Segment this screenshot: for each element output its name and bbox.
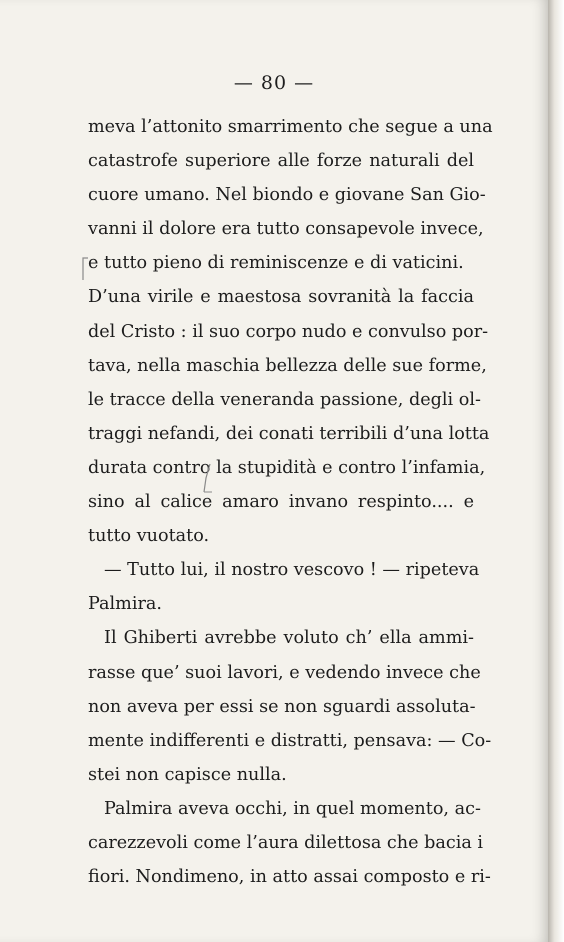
text-line: cuore umano. Nel biondo e giovane San Gio- bbox=[88, 185, 486, 206]
text-line: durata contro la stupidità e contro l’infamia, bbox=[88, 457, 486, 478]
text-line: tava, nella maschia bellezza delle sue forme, bbox=[88, 355, 487, 376]
text-line: D’una virile e maestosa sovranità la faccia bbox=[88, 287, 474, 308]
text-line: del Cristo : il suo corpo nudo e convulso por- bbox=[88, 321, 489, 342]
text-line: catastrofe superiore alle forze naturali del bbox=[88, 151, 474, 172]
text-line: carezzevoli come l’aura dilettosa che bacia i bbox=[88, 832, 484, 853]
text-line: traggi nefandi, dei conati terribili d’una lotta bbox=[88, 423, 490, 444]
page-edge-shadow bbox=[548, 0, 564, 942]
pencil-bracket-mark bbox=[80, 256, 90, 282]
page-number: — 80 — bbox=[233, 72, 315, 94]
text-line: Palmira. bbox=[88, 594, 162, 615]
text-line: le tracce della veneranda passione, degli ol- bbox=[88, 389, 481, 410]
text-line: rasse que’ suoi lavori, e vedendo invece che bbox=[88, 662, 481, 683]
text-line: meva l’attonito smarrimento che segue a una bbox=[88, 117, 493, 137]
text-line: stei non capisce nulla. bbox=[88, 764, 287, 785]
pencil-stroke-mark bbox=[200, 462, 214, 496]
text-line: tutto vuotato. bbox=[88, 526, 210, 547]
text-line: non aveva per essi se non sguardi assoluta- bbox=[88, 696, 476, 717]
text-line: — Tutto lui, il nostro vescovo ! — ripeteva bbox=[104, 560, 480, 581]
text-line: Il Ghiberti avrebbe voluto ch’ ella ammi- bbox=[104, 628, 474, 649]
text-line: vanni il dolore era tutto consapevole invece, bbox=[88, 219, 484, 240]
text-line: Palmira aveva occhi, in quel momento, ac- bbox=[104, 798, 481, 819]
page-text bbox=[88, 110, 493, 894]
text-line: sino al calice amaro invano respinto.... e bbox=[88, 492, 474, 513]
text-line: fiori. Nondimeno, in atto assai composto e ri- bbox=[88, 867, 491, 888]
text-line: mente indifferenti e distratti, pensava: — Co- bbox=[88, 730, 492, 751]
text-line: e tutto pieno di reminiscenze e di vaticini. bbox=[88, 253, 464, 274]
